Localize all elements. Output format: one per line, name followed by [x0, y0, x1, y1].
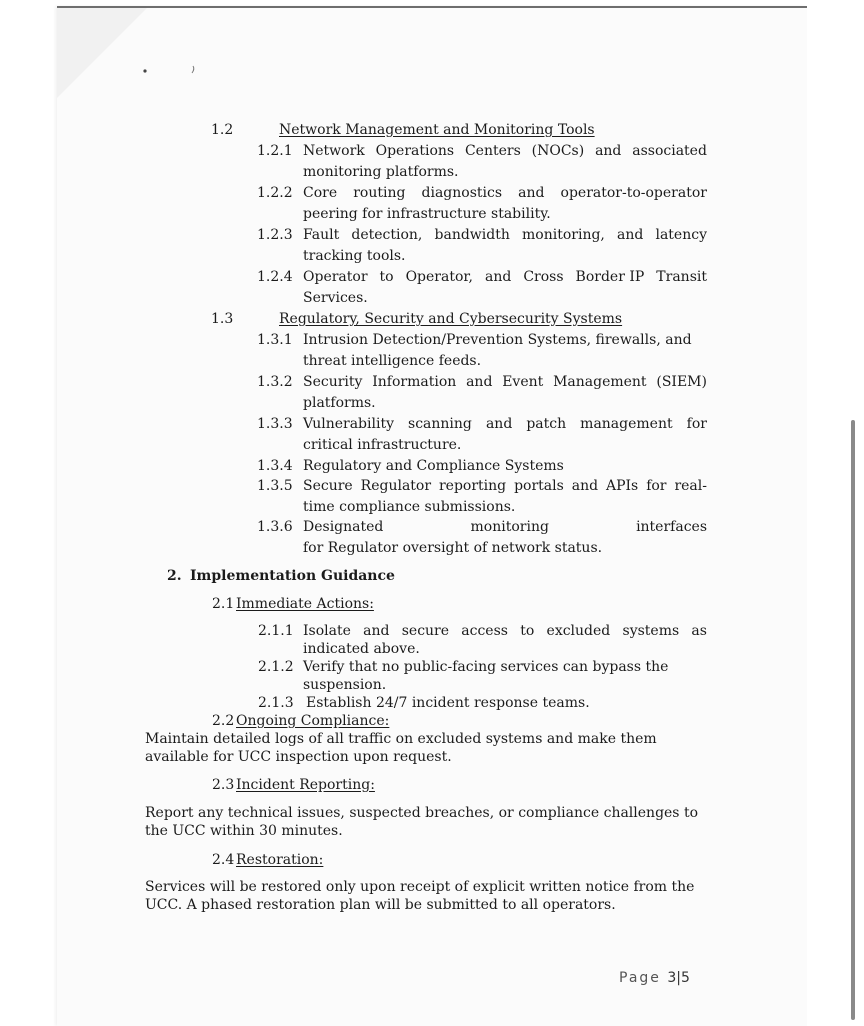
item-1-2-1-line2: monitoring platforms. [303, 164, 459, 180]
item-1-2-4-line2: Services. [303, 290, 368, 306]
item-2-1-1-number: 2.1.1 [258, 623, 294, 639]
item-1-2-2-number: 1.2.2 [257, 185, 293, 201]
item-2-1-3-number: 2.1.3 [258, 695, 294, 711]
item-2-1-2-number: 2.1.2 [258, 659, 294, 675]
section-2-3-number: 2.3 [212, 777, 235, 793]
page-number: 3|5 [667, 970, 690, 986]
item-1-2-2-line2: peering for infrastructure stability. [303, 206, 551, 222]
item-1-2-4-number: 1.2.4 [257, 269, 293, 285]
item-1-3-3-number: 1.3.3 [257, 416, 293, 432]
paper-specks [141, 60, 201, 90]
page-label: Page [619, 970, 661, 986]
section-2-4-body-line2: UCC. A phased restoration plan will be submitted to all operators. [145, 897, 616, 913]
item-2-1-2-line1: Verify that no public-facing services can bypass the [303, 659, 669, 675]
section-2-1-title: Immediate Actions: [236, 596, 374, 612]
section-2-2-title: Ongoing Compliance: [236, 713, 390, 729]
page-footer [619, 970, 690, 986]
item-1-2-1-number: 1.2.1 [257, 143, 293, 159]
scrollbar[interactable] [851, 420, 855, 1020]
item-1-3-2-number: 1.3.2 [257, 374, 293, 390]
section-1-2-number: 1.2 [211, 122, 234, 138]
item-1-3-6-number: 1.3.6 [257, 519, 293, 535]
item-2-1-2-line2: suspension. [303, 677, 387, 693]
item-2-1-3-line1: Establish 24/7 incident response teams. [306, 695, 590, 711]
section-1-3-title: Regulatory, Security and Cybersecurity Systems [279, 311, 623, 327]
section-2-title: Implementation Guidance [190, 568, 395, 584]
section-2-1-number: 2.1 [212, 596, 235, 612]
section-2-3-title: Incident Reporting: [236, 777, 375, 793]
item-1-3-6-line1: Designated monitoring interfaces [303, 519, 707, 535]
document-page [57, 6, 807, 1026]
item-1-3-3-line2: critical infrastructure. [303, 437, 462, 453]
item-1-3-1-line2: threat intelligence feeds. [303, 353, 482, 369]
item-1-2-3-line1: Fault detection, bandwidth monitoring, and latency [303, 227, 707, 243]
item-1-3-3-line1: Vulnerability scanning and patch management for [303, 416, 707, 432]
section-1-2-title: Network Management and Monitoring Tools [279, 122, 595, 138]
item-1-3-4-number: 1.3.4 [257, 458, 293, 474]
section-2-4-title: Restoration: [236, 852, 324, 868]
item-1-3-5-line2: time compliance submissions. [303, 499, 516, 515]
item-1-3-2-line2: platforms. [303, 395, 376, 411]
section-1-3-number: 1.3 [211, 311, 234, 327]
section-2-3-body-line1: Report any technical issues, suspected breaches, or compliance challenges to [145, 805, 698, 821]
section-2-number: 2. [167, 568, 182, 584]
section-2-4-body-line1: Services will be restored only upon receipt of explicit written notice from the [145, 879, 695, 895]
item-1-2-2-line1: Core routing diagnostics and operator-to-operator [303, 185, 707, 201]
item-1-2-3-line2: tracking tools. [303, 248, 406, 264]
item-1-3-5-number: 1.3.5 [257, 478, 293, 494]
section-2-2-body-line2: available for UCC inspection upon request. [145, 749, 452, 765]
item-1-3-4-line1: Regulatory and Compliance Systems [303, 458, 564, 474]
page-fold-shadow [57, 8, 147, 98]
item-1-3-2-line1: Security Information and Event Management (SIEM) [303, 374, 707, 390]
item-1-2-1-line1: Network Operations Centers (NOCs) and associated [303, 143, 707, 159]
item-2-1-1-line1: Isolate and secure access to excluded systems as [303, 623, 707, 639]
section-2-2-number: 2.2 [212, 713, 235, 729]
item-1-2-4-line1: Operator to Operator, and Cross Border IP Transit [303, 269, 707, 285]
item-1-2-3-number: 1.2.3 [257, 227, 293, 243]
item-1-3-5-line1: Secure Regulator reporting portals and APIs for real- [303, 478, 707, 494]
section-2-3-body-line2: the UCC within 30 minutes. [145, 823, 343, 839]
item-1-3-1-number: 1.3.1 [257, 332, 293, 348]
section-2-4-number: 2.4 [212, 852, 235, 868]
item-2-1-1-line2: indicated above. [303, 641, 420, 657]
item-1-3-1-line1: Intrusion Detection/Prevention Systems, firewalls, and [303, 332, 692, 348]
item-1-3-6-line2: for Regulator oversight of network status. [303, 540, 603, 556]
section-2-2-body-line1: Maintain detailed logs of all traffic on excluded systems and make them [145, 731, 657, 747]
